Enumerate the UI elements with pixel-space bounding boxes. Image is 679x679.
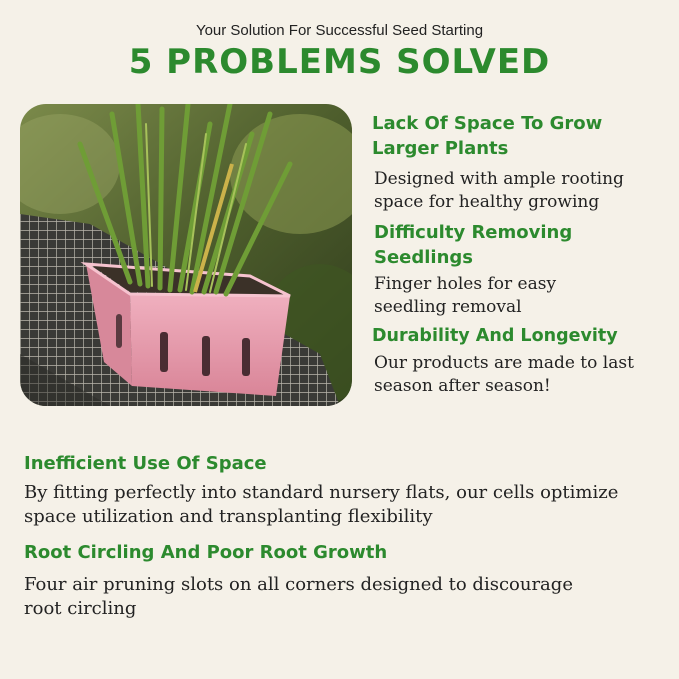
page-title: 5 PROBLEMS SOLVED (128, 42, 551, 82)
problem-1-description: Designed with ample rooting space for healthy growing (374, 169, 624, 212)
problem-5-title: Root Circling And Poor Root Growth (24, 542, 388, 563)
problem-4-title: Inefficient Use Of Space (24, 453, 267, 474)
seedling-tray-photo (20, 104, 352, 406)
problem-1-title: Lack Of Space To Grow Larger Plants (372, 113, 603, 159)
problem-4-description: By fitting perfectly into standard nursery flats, our cells optimize space utilization and transplanting flexibility (24, 482, 619, 527)
page-tagline: Your Solution For Successful Seed Starting (195, 22, 484, 39)
problem-3-description: Our products are made to last season after season! (374, 353, 634, 396)
problem-5-description: Four air pruning slots on all corners designed to discourage root circling (24, 574, 573, 619)
problem-2-title: Difficulty Removing Seedlings (374, 222, 573, 268)
problem-3-title: Durability And Longevity (372, 326, 618, 346)
problem-2-description: Finger holes for easy seedling removal (374, 274, 557, 317)
